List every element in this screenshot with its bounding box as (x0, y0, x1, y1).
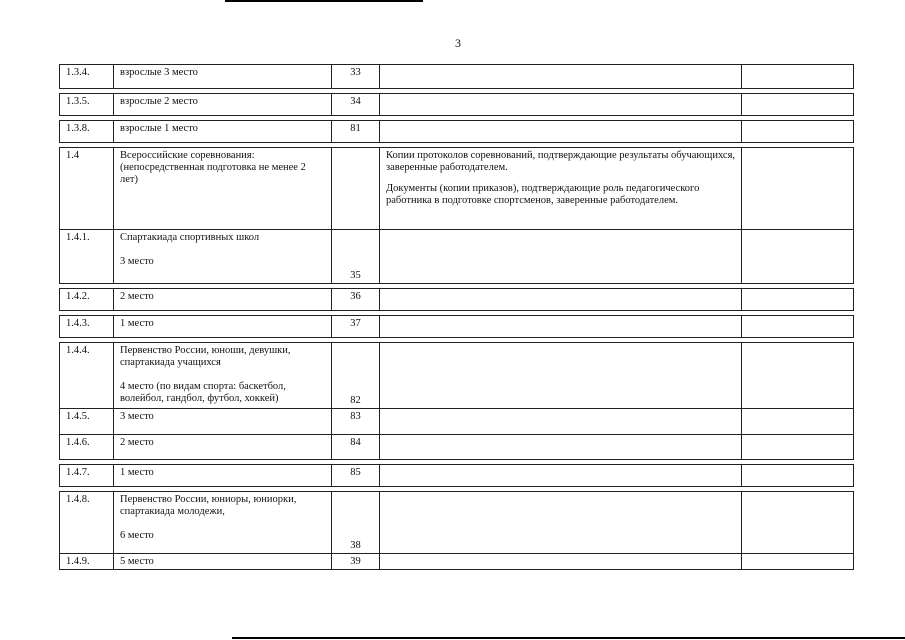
row-title (114, 230, 332, 284)
table-row (60, 465, 854, 487)
row-points: 35 (332, 230, 380, 284)
row-title (114, 343, 332, 409)
row-extra (742, 289, 854, 311)
row-documents (380, 465, 742, 487)
row-number: 1.4.3. (60, 316, 114, 338)
row-documents (380, 289, 742, 311)
row-documents (380, 316, 742, 338)
row-documents (380, 492, 742, 554)
row-number: 1.4.4. (60, 343, 114, 409)
row-extra (742, 121, 854, 143)
row-points: 34 (332, 94, 380, 116)
row-extra (742, 316, 854, 338)
row-extra (742, 492, 854, 554)
row-points: 38 (332, 492, 380, 554)
row-points: 36 (332, 289, 380, 311)
table-row (60, 492, 854, 554)
row-number: 1.4.1. (60, 230, 114, 284)
row-extra (742, 148, 854, 230)
row-documents (380, 121, 742, 143)
row-number: 1.4.8. (60, 492, 114, 554)
row-number: 1.4.5. (60, 409, 114, 435)
criteria-table (59, 64, 854, 570)
row-title-main: Первенство России, юноши, девушки, спартакиада учащихся (120, 345, 291, 368)
row-points: 82 (332, 343, 380, 409)
documents-text-1: Копии протоколов соревнований, подтверждающие результаты обучающихся, заверенные работодателем. (386, 150, 736, 173)
row-documents (380, 230, 742, 284)
row-points: 83 (332, 409, 380, 435)
scan-artifact-bottom (232, 637, 905, 639)
row-title: взрослые 2 место (114, 94, 332, 116)
row-points: 33 (332, 65, 380, 89)
row-subtitle: 6 место (120, 530, 154, 541)
row-title (114, 492, 332, 554)
row-points: 85 (332, 465, 380, 487)
row-title: 2 место (114, 435, 332, 460)
row-number: 1.4.7. (60, 465, 114, 487)
row-extra (742, 465, 854, 487)
table-row (60, 65, 854, 89)
row-documents (380, 94, 742, 116)
table-row (60, 343, 854, 409)
row-documents (380, 554, 742, 570)
table-row (60, 230, 854, 284)
row-title: 1 место (114, 465, 332, 487)
row-documents (380, 65, 742, 89)
row-title: взрослые 3 место (114, 65, 332, 89)
row-title-main: Первенство России, юниоры, юниорки, спартакиада молодежи, (120, 494, 297, 517)
row-points: 39 (332, 554, 380, 570)
page-number: 3 (455, 36, 461, 50)
table-row (60, 435, 854, 460)
table-row (60, 409, 854, 435)
row-extra (742, 94, 854, 116)
documents-text-2: Документы (копии приказов), подтверждающие роль педагогического работника в подготовке спортсменов, заверенные работодателем. (386, 183, 700, 206)
row-points: 84 (332, 435, 380, 460)
table-row (60, 289, 854, 311)
row-number: 1.4 (60, 148, 114, 230)
table-row (60, 148, 854, 230)
row-title: 3 место (114, 409, 332, 435)
row-documents (380, 409, 742, 435)
row-number: 1.3.4. (60, 65, 114, 89)
row-number: 1.4.2. (60, 289, 114, 311)
table-row (60, 316, 854, 338)
row-extra (742, 435, 854, 460)
row-subtitle: 3 место (120, 256, 154, 267)
row-documents (380, 435, 742, 460)
row-title: 1 место (114, 316, 332, 338)
table-row (60, 554, 854, 570)
row-title: 5 место (114, 554, 332, 570)
row-extra (742, 409, 854, 435)
row-points: 81 (332, 121, 380, 143)
row-title: взрослые 1 место (114, 121, 332, 143)
row-points (332, 148, 380, 230)
table-row (60, 121, 854, 143)
row-points: 37 (332, 316, 380, 338)
row-number: 1.3.8. (60, 121, 114, 143)
row-number: 1.3.5. (60, 94, 114, 116)
row-number: 1.4.6. (60, 435, 114, 460)
row-extra (742, 230, 854, 284)
row-documents (380, 148, 742, 230)
row-subtitle: 4 место (по видам спорта: баскетбол, волейбол, гандбол, футбол, хоккей) (120, 381, 286, 404)
row-extra (742, 65, 854, 89)
row-title: 2 место (114, 289, 332, 311)
row-title-main: Спартакиада спортивных школ (120, 232, 260, 243)
scan-artifact-top (225, 0, 423, 2)
table-row (60, 94, 854, 116)
row-title: Всероссийские соревнования: (непосредственная подготовка не менее 2 лет) (114, 148, 332, 230)
row-number: 1.4.9. (60, 554, 114, 570)
row-documents (380, 343, 742, 409)
row-extra (742, 554, 854, 570)
row-extra (742, 343, 854, 409)
